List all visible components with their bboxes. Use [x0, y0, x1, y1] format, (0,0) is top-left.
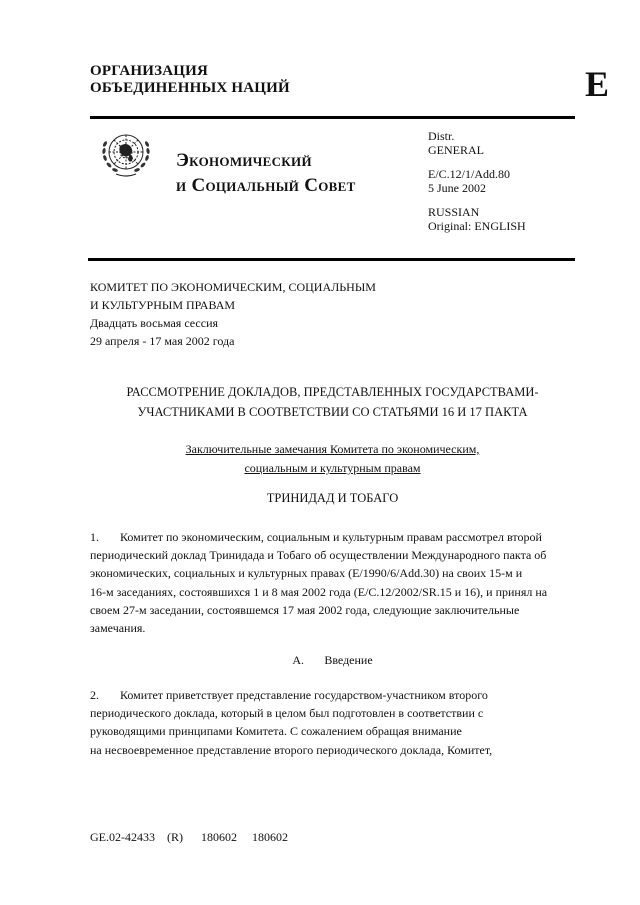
subtitle-line-2: социальным и культурным правам [244, 461, 421, 475]
paragraph-line: периодический доклад Тринидада и Тобаго об осуществлении Международного пакта об [90, 548, 547, 563]
distribution-block [428, 129, 526, 233]
language-code: (R) [167, 830, 183, 844]
distr-label: Distr. [428, 129, 455, 143]
council-line-1: Экономический [176, 150, 312, 171]
paragraph-line: Комитет приветствует представление государством-участником второго [120, 688, 488, 702]
title-line-2: УЧАСТНИКАМИ В СООТВЕТСТВИИ СО СТАТЬЯМИ 16 И 17 ПАКТА [137, 405, 528, 419]
section-heading [90, 652, 575, 668]
title-line-1: РАССМОТРЕНИЕ ДОКЛАДОВ, ПРЕДСТАВЛЕННЫХ ГОСУДАРСТВАМИ- [126, 385, 539, 399]
bottom-rule [88, 258, 575, 261]
paragraph-line: 16-м заседаниях, состоявшихся 1 и 8 мая 2002 года (E/C.12/2002/SR.15 и 16), и принял на [90, 584, 548, 599]
paragraph-line: периодического доклада, который в целом был подготовлен в соответствии с [90, 706, 484, 721]
paragraph-line: на несвоевременное представление второго периодического доклада, Комитет, [90, 742, 493, 757]
un-emblem-icon [96, 128, 156, 182]
section-letter: A. [292, 653, 304, 667]
paragraph-line: своем 27-м заседании, состоявшемся 17 мая 2002 года, следующие заключительные [90, 602, 520, 617]
paragraph-line: экономических, социальных и культурных правах (E/1990/6/Add.30) на своих 15-м и [90, 566, 523, 581]
job-number: GE.02-42433 [90, 830, 155, 844]
session-dates: 29 апреля - 17 мая 2002 года [90, 334, 235, 348]
document-date: 5 June 2002 [428, 181, 486, 195]
paragraph-line: замечания. [90, 621, 146, 636]
paragraph-number: 2. [90, 688, 99, 702]
committee-name-1: КОМИТЕТ ПО ЭКОНОМИЧЕСКИМ, СОЦИАЛЬНЫМ [90, 280, 376, 294]
top-rule [90, 116, 575, 119]
document-title [90, 382, 575, 422]
paragraph-number: 1. [90, 530, 99, 544]
paragraph-line: руководящими принципами Комитета. С сожалением обращая внимание [90, 724, 462, 739]
section-title: Введение [324, 653, 373, 667]
paragraph-1 [90, 528, 560, 637]
document-subtitle [90, 440, 575, 478]
organization-name [90, 63, 290, 97]
distr-value: GENERAL [428, 143, 484, 157]
language-letter: E [585, 64, 610, 104]
document-language: RUSSIAN [428, 205, 480, 219]
document-symbol: E/C.12/1/Add.80 [428, 167, 511, 181]
paragraph-line: Комитет по экономическим, социальным и культурным правам рассмотрел второй [120, 530, 542, 544]
org-line-1: ОРГАНИЗАЦИЯ [90, 63, 209, 79]
country-heading: ТРИНИДАД И ТОБАГО [266, 491, 399, 505]
committee-block [90, 278, 376, 350]
committee-name-2: И КУЛЬТУРНЫМ ПРАВАМ [90, 298, 236, 312]
org-line-2: ОБЪЕДИНЕННЫХ НАЦИЙ [90, 80, 290, 96]
subtitle-line-1: Заключительные замечания Комитета по экономическим, [185, 442, 480, 456]
council-name [176, 148, 356, 198]
council-line-2: и Социальный Совет [176, 175, 356, 196]
paragraph-2 [90, 686, 560, 759]
session: Двадцать восьмая сессия [90, 316, 219, 330]
footer [90, 830, 288, 844]
original-language: Original: ENGLISH [428, 219, 526, 233]
footer-date-2: 180602 [252, 830, 288, 844]
footer-date-1: 180602 [201, 830, 237, 844]
